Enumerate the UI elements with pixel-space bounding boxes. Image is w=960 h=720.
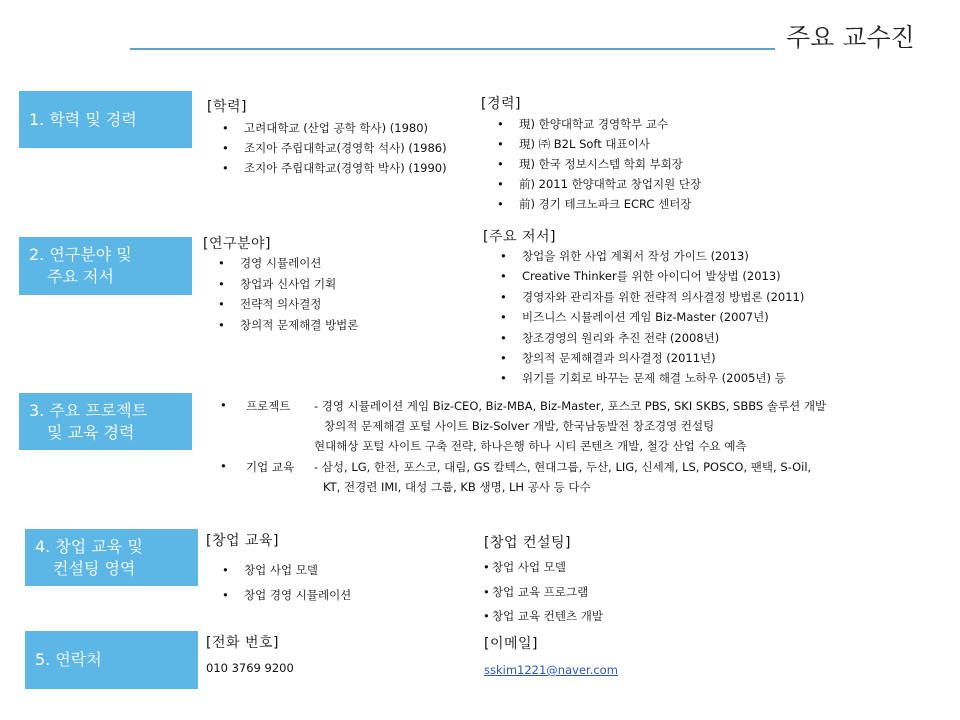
project-line: - 경영 시뮬레이션 게임 Biz-CEO, Biz-MBA, Biz-Master, 포스코 PBS, SKI SKBS, SBBS 솔루션 개발 bbox=[314, 399, 827, 413]
email-heading: [이메일] bbox=[484, 636, 538, 652]
project-line: 창의적 문제해결 포털 사이트 Biz-Solver 개발, 한국남동발전 창조경영 컨설팅 bbox=[324, 419, 715, 433]
startup-consulting-list bbox=[483, 555, 603, 629]
list-item: • 창업 교육 컨텐츠 개발 bbox=[483, 604, 603, 629]
list-item: • 現) 한양대학교 경영학부 교수 bbox=[497, 114, 701, 134]
list-item: • 창업 사업 모델 bbox=[483, 555, 603, 580]
section-3-box bbox=[19, 393, 192, 450]
startup-consulting-heading: [창업 컨설팅] bbox=[484, 535, 571, 551]
section-3-title-line1: 3. 주요 프로젝트 bbox=[29, 400, 148, 420]
page-title: 주요 교수진 bbox=[786, 23, 915, 52]
bullet: • bbox=[220, 459, 227, 473]
email-link[interactable]: sskim1221@naver.com bbox=[484, 663, 618, 677]
list-item: • 경영 시뮬레이션 bbox=[218, 253, 358, 274]
corporate-education-line: - 삼성, LG, 한전, 포스코, 대림, GS 칼텍스, 현대그룹, 두산, LIG, 신세계, LS, POSCO, 팬택, S-Oil, bbox=[314, 460, 812, 474]
title-rule bbox=[130, 48, 775, 50]
phone-heading: [전화 번호] bbox=[206, 635, 279, 651]
section-1-title: 1. 학력 및 경력 bbox=[29, 109, 137, 129]
list-item: • 위기를 기회로 바꾸는 문제 해결 노하우 (2005년) 등 bbox=[500, 368, 804, 388]
list-item: • 창조경영의 원리와 추진 전략 (2008년) bbox=[500, 328, 804, 348]
books-heading: [주요 저서] bbox=[483, 229, 556, 245]
section-4-title-line1: 4. 창업 교육 및 bbox=[35, 536, 143, 556]
research-list bbox=[218, 253, 358, 335]
list-item: • 前) 2011 한양대학교 창업지원 단장 bbox=[497, 174, 701, 194]
list-item: • 창업과 신사업 기획 bbox=[218, 274, 358, 295]
section-5-box bbox=[25, 631, 198, 689]
corporate-education-label: 기업 교육 bbox=[246, 460, 295, 474]
list-item: • 비즈니스 시뮬레이션 게임 Biz-Master (2007년) bbox=[500, 307, 804, 327]
corporate-education-line: KT, 전경련 IMI, 대성 그룹, KB 생명, LH 공사 등 다수 bbox=[323, 480, 591, 494]
section-1-box bbox=[19, 91, 192, 148]
list-item: • 창업 경영 시뮬레이션 bbox=[222, 583, 351, 608]
startup-education-heading: [창업 교육] bbox=[206, 533, 279, 549]
section-5-title: 5. 연락처 bbox=[35, 650, 102, 669]
career-heading: [경력] bbox=[481, 96, 521, 112]
project-row bbox=[220, 398, 950, 416]
list-item: • 現) ㈜ B2L Soft 대표이사 bbox=[497, 134, 701, 154]
list-item: • 現) 한국 정보시스템 학회 부회장 bbox=[497, 154, 701, 174]
list-item: • 경영자와 관리자를 위한 전략적 의사결정 방법론 (2011) bbox=[500, 287, 804, 307]
project-line: 현대해상 포털 사이트 구축 전략, 하나은행 하나 시티 콘텐츠 개발, 철강 산업 수요 예측 bbox=[314, 439, 747, 453]
list-item: • 조지아 주립대학교(경영학 박사) (1990) bbox=[222, 158, 447, 178]
career-list bbox=[497, 114, 701, 214]
list-item: • Creative Thinker를 위한 아이디어 발상법 (2013) bbox=[500, 266, 804, 286]
bullet: • bbox=[220, 398, 227, 412]
list-item: • 창업 사업 모델 bbox=[222, 558, 351, 583]
education-heading: [학력] bbox=[207, 99, 247, 115]
list-item: • 창의적 문제해결과 의사결정 (2011년) bbox=[500, 348, 804, 368]
section-2-box bbox=[19, 237, 192, 295]
list-item: • 전략적 의사결정 bbox=[218, 294, 358, 315]
startup-education-list bbox=[222, 558, 351, 608]
education-list bbox=[222, 118, 447, 178]
corporate-education-row bbox=[220, 459, 950, 477]
list-item: • 前) 경기 테크노파크 ECRC 센터장 bbox=[497, 194, 701, 214]
section-4-box bbox=[25, 529, 198, 586]
section-3-title-line2: 및 교육 경력 bbox=[47, 422, 135, 442]
phone-number: 010 3769 9200 bbox=[206, 661, 294, 675]
books-list bbox=[500, 246, 804, 389]
section-2-title-line1: 2. 연구분야 및 bbox=[29, 245, 132, 264]
research-heading: [연구분야] bbox=[203, 236, 272, 252]
project-label: 프로젝트 bbox=[246, 399, 291, 413]
section-2-title-line2: 주요 저서 bbox=[47, 267, 114, 286]
list-item: • 고려대학교 (산업 공학 학사) (1980) bbox=[222, 118, 447, 138]
list-item: • 창업을 위한 사업 계획서 작성 가이드 (2013) bbox=[500, 246, 804, 266]
list-item: • 창업 교육 프로그램 bbox=[483, 580, 603, 605]
list-item: • 조지아 주립대학교(경영학 석사) (1986) bbox=[222, 138, 447, 158]
section-4-title-line2: 컨설팅 영역 bbox=[53, 558, 136, 578]
list-item: • 창의적 문제해결 방법론 bbox=[218, 315, 358, 336]
